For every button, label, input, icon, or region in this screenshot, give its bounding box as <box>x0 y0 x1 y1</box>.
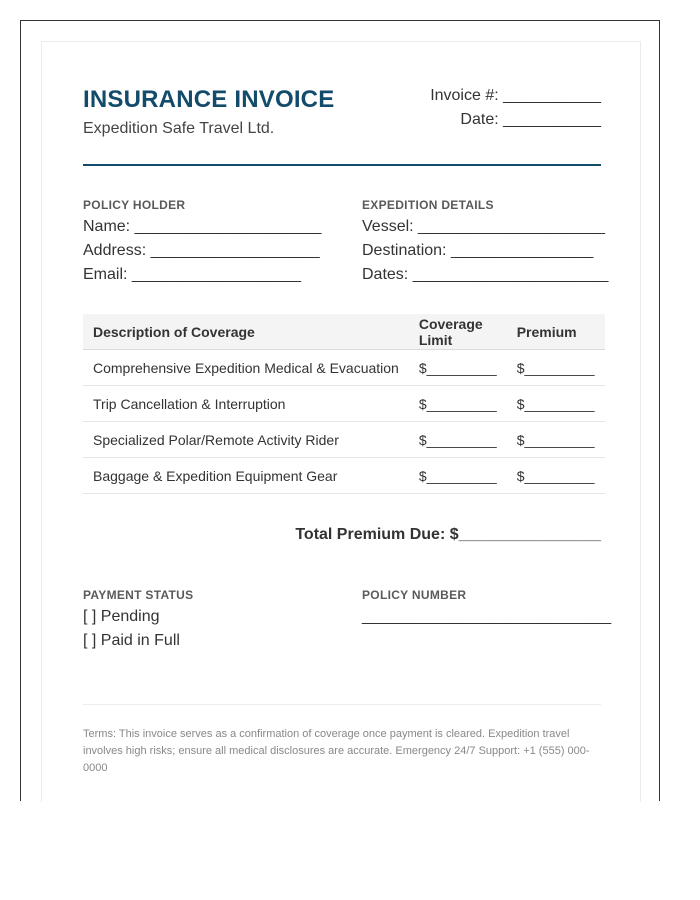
header-coverage-limit: Coverage Limit <box>409 314 507 350</box>
terms-text: Terms: This invoice serves as a confirmation of coverage once payment is cleared. Expedition travel involves high risks; ensure all medical disclosures are accurate. Emergency 24/7 Support: +1 (555) 000-0000 <box>83 728 590 774</box>
policy-number-label: POLICY NUMBER <box>362 588 467 602</box>
policy-number-section <box>362 588 611 629</box>
footer-divider <box>83 704 601 705</box>
invoice-number-field: Invoice #: ___________ <box>430 87 601 104</box>
coverage-description: Trip Cancellation & Interruption <box>83 386 409 422</box>
holder-name-field: Name: _____________________ <box>83 218 322 235</box>
coverage-premium: $_________ <box>507 458 605 494</box>
header-description: Description of Coverage <box>83 314 409 350</box>
coverage-description: Comprehensive Expedition Medical & Evacuation <box>83 350 409 386</box>
table-row <box>83 386 605 422</box>
details-columns <box>83 166 609 283</box>
policy-holder-label: POLICY HOLDER <box>83 198 186 212</box>
coverage-limit: $_________ <box>409 458 507 494</box>
table-row <box>83 458 605 494</box>
coverage-premium: $_________ <box>507 386 605 422</box>
dates-field: Dates: ______________________ <box>362 266 609 283</box>
total-premium-due: Total Premium Due: $________________ <box>295 526 601 543</box>
invoice-header <box>83 42 601 166</box>
coverage-limit: $_________ <box>409 386 507 422</box>
invoice-content <box>83 42 612 774</box>
invoice-date-field: Date: ___________ <box>460 111 601 128</box>
invoice-meta <box>430 84 601 132</box>
company-name: Expedition Safe Travel Ltd. <box>83 120 275 137</box>
coverage-premium: $_________ <box>507 422 605 458</box>
expedition-details-label: EXPEDITION DETAILS <box>362 198 494 212</box>
destination-field: Destination: ________________ <box>362 242 594 259</box>
table-row <box>83 422 605 458</box>
vessel-field: Vessel: _____________________ <box>362 218 605 235</box>
payment-status-label: PAYMENT STATUS <box>83 588 194 602</box>
status-pending-checkbox: [ ] Pending <box>83 608 160 625</box>
coverage-premium: $_________ <box>507 350 605 386</box>
coverage-limit: $_________ <box>409 350 507 386</box>
coverage-description: Baggage & Expedition Equipment Gear <box>83 458 409 494</box>
status-paid-checkbox: [ ] Paid in Full <box>83 632 180 649</box>
policy-holder-section <box>83 198 321 287</box>
header-premium: Premium <box>507 314 605 350</box>
table-row <box>83 350 605 386</box>
coverage-description: Specialized Polar/Remote Activity Rider <box>83 422 409 458</box>
table-header-row <box>83 314 605 350</box>
coverage-table <box>83 314 605 494</box>
coverage-limit: $_________ <box>409 422 507 458</box>
status-columns <box>83 588 612 668</box>
invoice-title: INSURANCE INVOICE <box>83 86 335 113</box>
payment-status-section <box>83 588 193 653</box>
invoice-page <box>41 41 641 802</box>
holder-address-field: Address: ___________________ <box>83 242 320 259</box>
expedition-details-section <box>362 198 608 287</box>
policy-number-line: ____________________________ <box>362 608 612 625</box>
holder-email-field: Email: ___________________ <box>83 266 301 283</box>
